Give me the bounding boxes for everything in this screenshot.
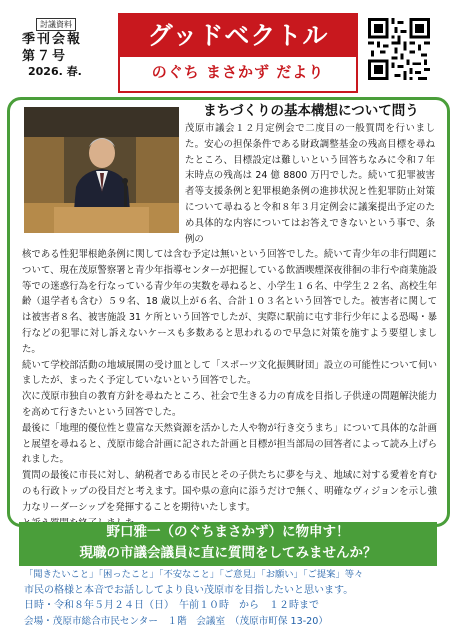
event-info (24, 567, 436, 629)
article-body (22, 247, 437, 531)
event-date: 日時・令和８年５月２４日（日） 午前１０時 から １２時まで (24, 600, 319, 611)
event-line2: 市民の格様と本音でお話ししてより良い茂原市を目指したいと思います。 (24, 584, 354, 596)
masthead-line1: 季刊会報 (22, 32, 83, 47)
masthead-line2: 第７号 (22, 49, 68, 64)
paragraph: 核である性犯罪根絶条例に関しては含む予定は無いという回答でした。続いて青少年の非行問題について、現在茂原警察署と青少年指導センターが把握している飲酒喫煙深夜徘徊の非行や商業施設等での迷惑行為を行なっている青少年の実数を尋ねると、小学生１６名、中学生２２名、高校生年齢（退学者も含む）５９名、18 歳以上が６名、合計１０３名という回答でした。被害者に関しては被害者８名、被害施設 31 ケ所という回答でしたが、実際に駅前に屯す非行少年による恐喝・暴行などの犯罪に対し訴えないケースも多数あると思われるので早急に対策を施すよう要望しました。 (22, 249, 437, 355)
paragraph: 続いて学校部活動の地域展開の受け皿として「スポーツ文化振興財団」設立の可能性について伺いましたが、まったく予定していないという回答でした。 (22, 359, 437, 387)
article-intro: 茂原市議会１２月定例会で二度目の一般質問を行いました。安心の担保条件である財政調整基金の残高目標を尋ねたところ、目標設定は難しいという回答ちなみに令和７年末時点の残高は 24 億 8800 万円でした。続いて犯罪被害者等支援条例と犯罪根絶条例の進捗状況と性犯罪防止対策について尋ねると令和８年３月定例会に議案提出予定のため具体的な内容についてはお答えできないという事で、条例の (185, 123, 435, 245)
paragraph: 最後に「地理的優位性と豊富な天然資源を活かした人や物が行き交うまち」について具体的な計画と展望を尋ねると、茂原市総合計画に記された計画と目標が担当部局の回答者によって読み上げられました。 (22, 422, 437, 466)
tag-label: 討議資料 (36, 18, 76, 31)
banner-subtitle: のぐち まさかず だより (151, 63, 325, 81)
callout-banner (19, 522, 437, 566)
event-line1: 「聞きたいこと」「困ったこと」「不安なこと」「ご意見」「お願い」「ご提案」等々 (24, 569, 364, 580)
issue-label: 2026. 春. (28, 65, 82, 78)
banner-title: グッドベクトル (120, 15, 356, 57)
event-venue: 会場・茂原市総合市民センター １階 会議室 （茂原市町保 13-20） (24, 615, 328, 627)
qr-code-icon (368, 18, 430, 80)
article-title: まちづくりの基本構想について問う (203, 103, 419, 119)
masthead (22, 12, 112, 79)
callout-line2: 現職の市議会議員に直に質問をしてみませんか？ (79, 545, 377, 561)
speaker-photo (24, 107, 179, 233)
paragraph: 次に茂原市独自の教育方針を尋ねたところ、社会で生きる力の育成を目指し子供達の問題解決能力を高めて行きたいという回答でした。 (22, 391, 437, 418)
paragraph: 質問の最後に市長に対し、納税者である市民とその子供たちに夢を与え、地域に対する愛着を育むのも行政トップの役目だと考えます。国や県の意向に添うだけで無く、明確なヴィジョンを示し強力なリーダーシップを発揮することを期待いたします。 (22, 470, 437, 513)
callout-line1: 野口雅一（のぐちまさかず）に物申す！ (106, 524, 350, 540)
title-banner (118, 13, 358, 93)
